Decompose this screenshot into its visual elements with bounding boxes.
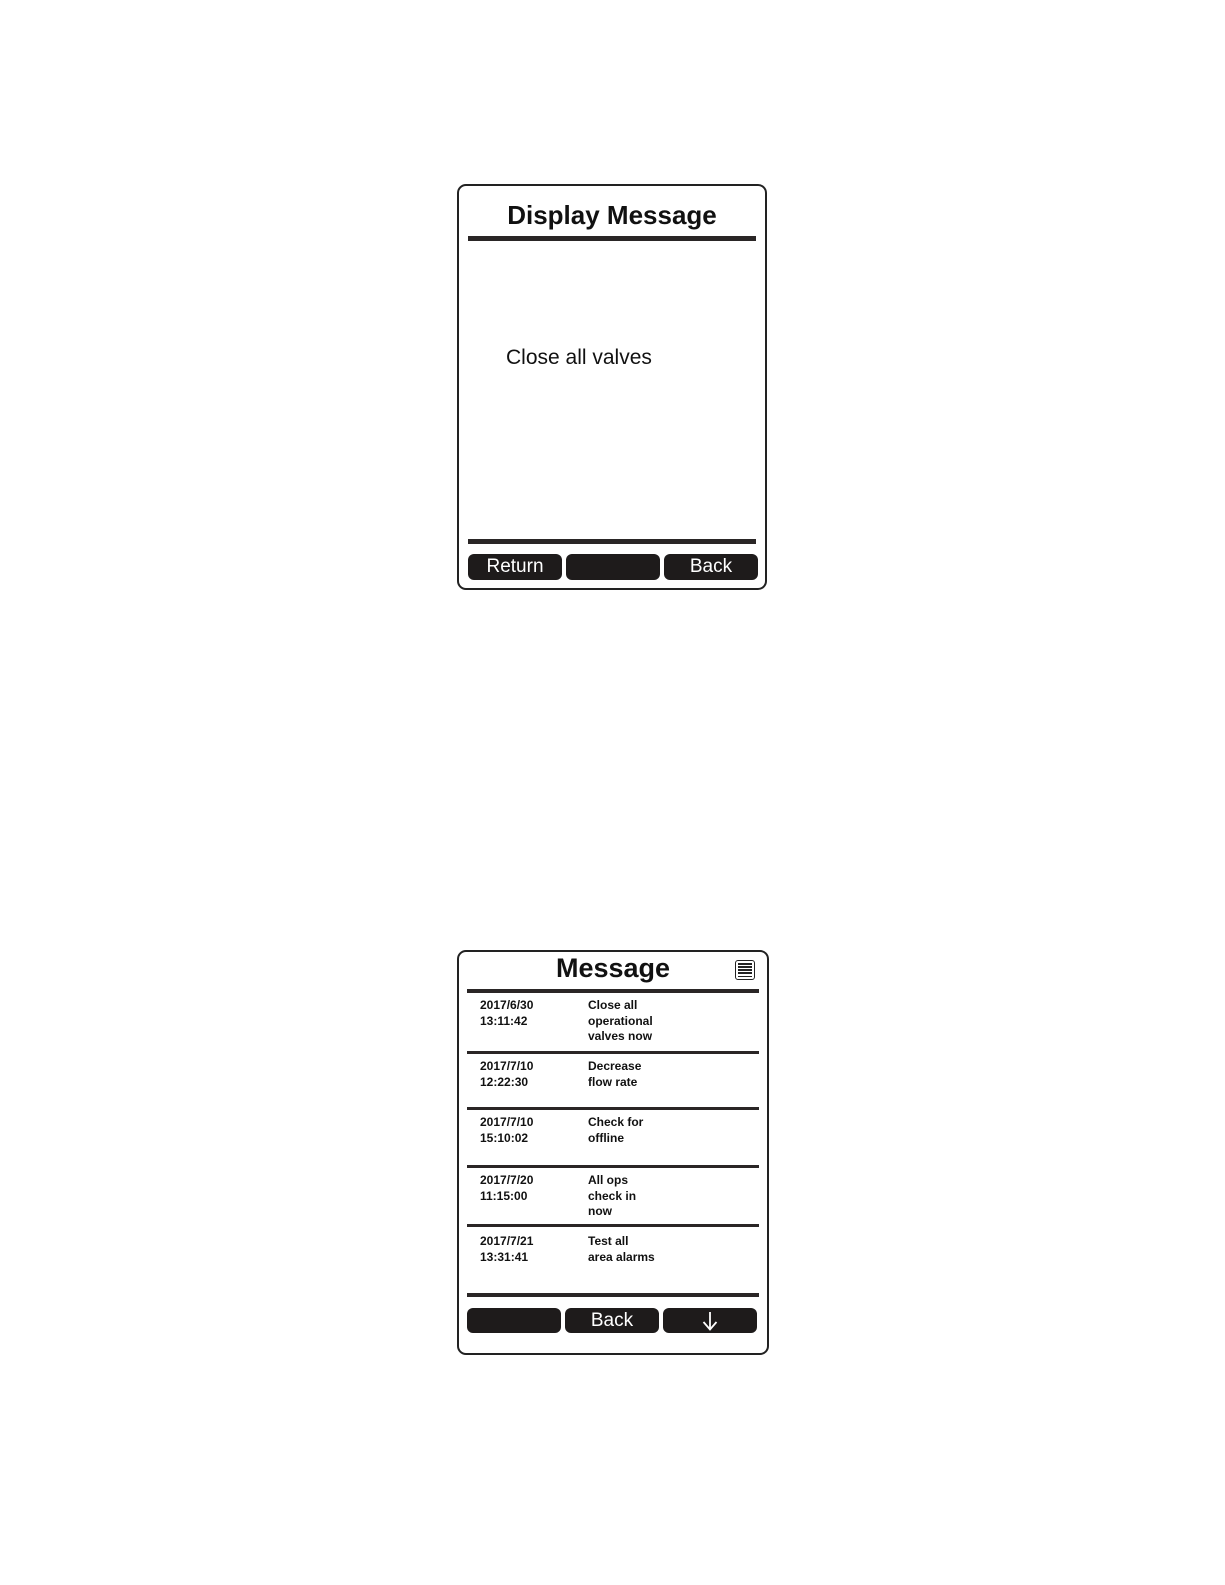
page-title: Display Message bbox=[507, 200, 717, 230]
footer-divider bbox=[468, 539, 756, 544]
message-text: Close all operational valves now bbox=[588, 998, 653, 1043]
return-button[interactable]: Return bbox=[468, 554, 562, 580]
footer-divider bbox=[467, 1293, 759, 1297]
message-text: Close all valves bbox=[506, 346, 652, 369]
display-message-screen bbox=[457, 184, 767, 590]
message-text: Decrease flow rate bbox=[588, 1059, 642, 1089]
message-text: Test all area alarms bbox=[588, 1234, 655, 1264]
message-date: 2017/7/10 12:22:30 bbox=[480, 1059, 534, 1089]
scroll-down-button[interactable] bbox=[663, 1308, 757, 1333]
page-title: Message bbox=[555, 953, 671, 983]
row-divider bbox=[467, 1051, 759, 1054]
message-date: 2017/7/21 13:31:41 bbox=[480, 1234, 534, 1264]
row-divider bbox=[467, 1107, 759, 1110]
back-button[interactable]: Back bbox=[664, 554, 758, 580]
blank-softkey-button[interactable] bbox=[467, 1308, 561, 1333]
arrow-down-icon bbox=[702, 1311, 718, 1331]
row-divider bbox=[467, 1165, 759, 1168]
header-divider bbox=[467, 989, 759, 993]
message-date: 2017/7/10 15:10:02 bbox=[480, 1115, 534, 1145]
row-divider bbox=[467, 1224, 759, 1227]
back-button[interactable]: Back bbox=[565, 1308, 659, 1333]
message-text: Check for offline bbox=[588, 1115, 644, 1145]
list-icon[interactable] bbox=[735, 960, 755, 980]
message-list-screen bbox=[457, 950, 769, 1355]
header-divider bbox=[468, 236, 756, 241]
blank-softkey-button[interactable] bbox=[566, 554, 660, 580]
message-date: 2017/7/20 11:15:00 bbox=[480, 1173, 534, 1203]
message-date: 2017/6/30 13:11:42 bbox=[480, 998, 534, 1028]
message-text: All ops check in now bbox=[588, 1173, 637, 1218]
